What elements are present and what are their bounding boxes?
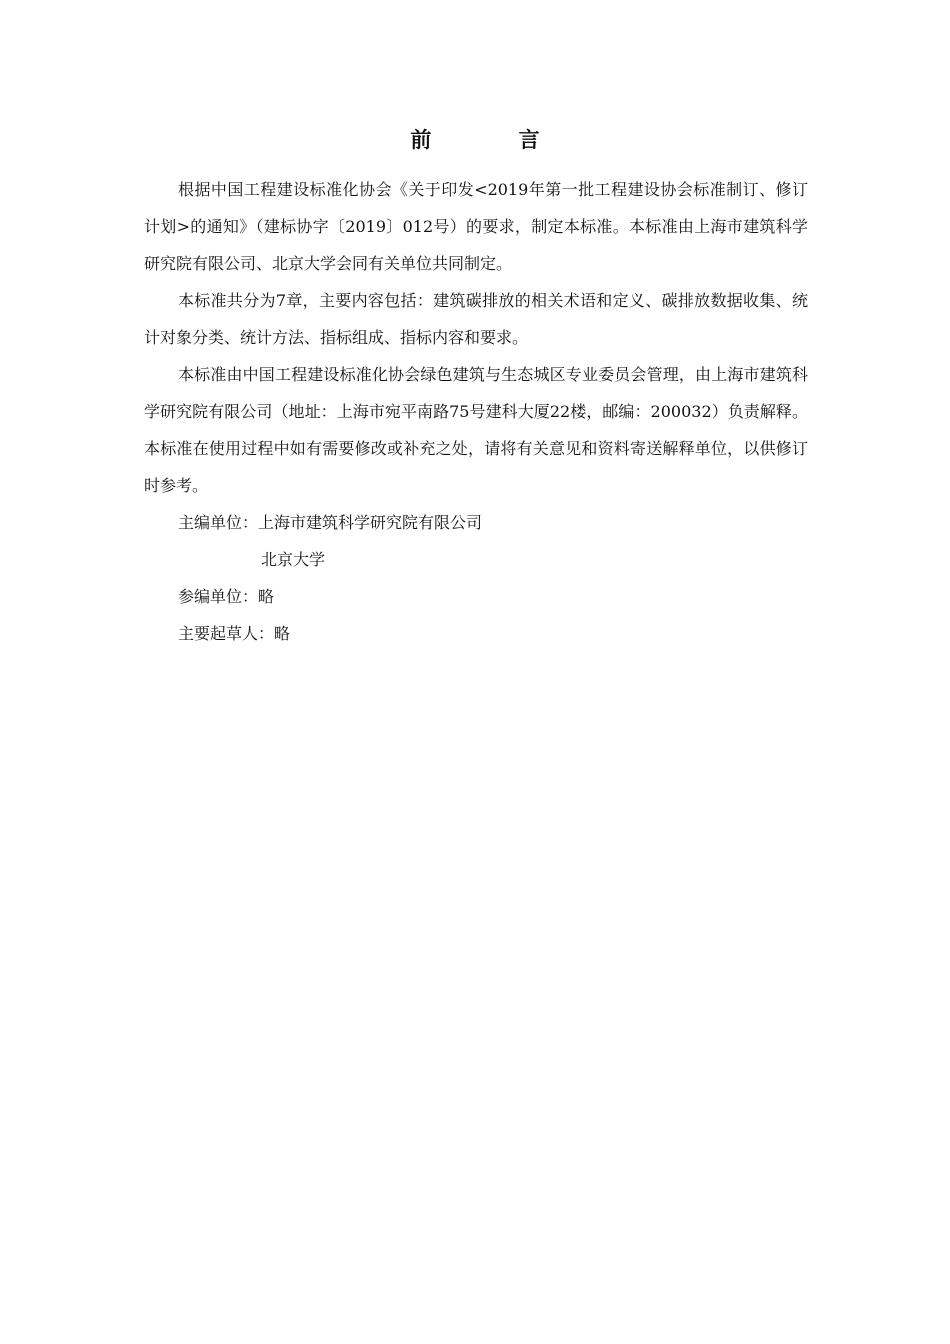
chief-editor-units-second: 北京大学	[261, 550, 326, 569]
chief-editor-units-line: 主编单位：上海市建筑科学研究院有限公司	[178, 513, 483, 532]
main-drafters-line: 主要起草人：略	[178, 624, 291, 643]
paragraph-management: 本标准由中国工程建设标准化协会绿色建筑与生态城区专业委员会管理，由上海市建筑科学研究院有限公司（地址：上海市宛平南路75号建科大厦22楼，邮编：200032）负责解释。本标准在使用过程中如有需要修改或补充之处，请将有关意见和资料寄送解释单位，以供修订时参考。	[144, 365, 808, 495]
document-title: 前 言	[410, 127, 580, 152]
paragraph-contents: 本标准共分为7章，主要内容包括：建筑碳排放的相关术语和定义、碳排放数据收集、统计对象分类、统计方法、指标组成、指标内容和要求。	[144, 291, 808, 347]
document-body	[144, 171, 808, 652]
paragraph-basis: 根据中国工程建设标准化协会《关于印发<2019年第一批工程建设协会标准制订、修订计划>的通知》（建标协字〔2019〕012号）的要求，制定本标准。本标准由上海市建筑科学研究院有限公司、北京大学会同有关单位共同制定。	[144, 180, 808, 273]
participating-units-line: 参编单位：略	[178, 587, 275, 606]
